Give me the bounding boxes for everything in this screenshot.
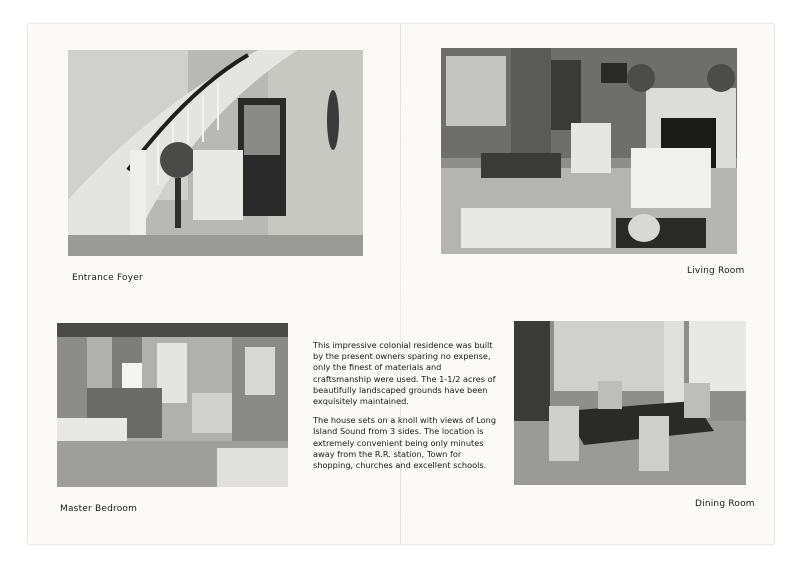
living-room-photo <box>441 48 737 254</box>
description-paragraph-1: This impressive colonial residence was built by the present owners sparing no expense, only the finest of materials and craftsmanship were used. The 1-1/2 acres of beautifully landscaped grounds have been exquisitely maintained. <box>313 340 496 407</box>
living-room-caption: Living Room <box>687 266 745 276</box>
description-paragraph-2: The house sets on a knoll with views of Long Island Sound from 3 sides. The location is extremely convenient being only minutes away from the R.R. station, Town for shopping, churches and excellent schools. <box>313 415 497 471</box>
master-bedroom-photo <box>57 323 288 487</box>
dining-room-caption: Dining Room <box>695 499 755 509</box>
entrance-foyer-caption: Entrance Foyer <box>72 273 143 283</box>
property-description <box>313 340 499 479</box>
dining-room-photo <box>514 321 746 485</box>
master-bedroom-caption: Master Bedroom <box>60 504 138 514</box>
entrance-foyer-photo <box>68 50 363 256</box>
